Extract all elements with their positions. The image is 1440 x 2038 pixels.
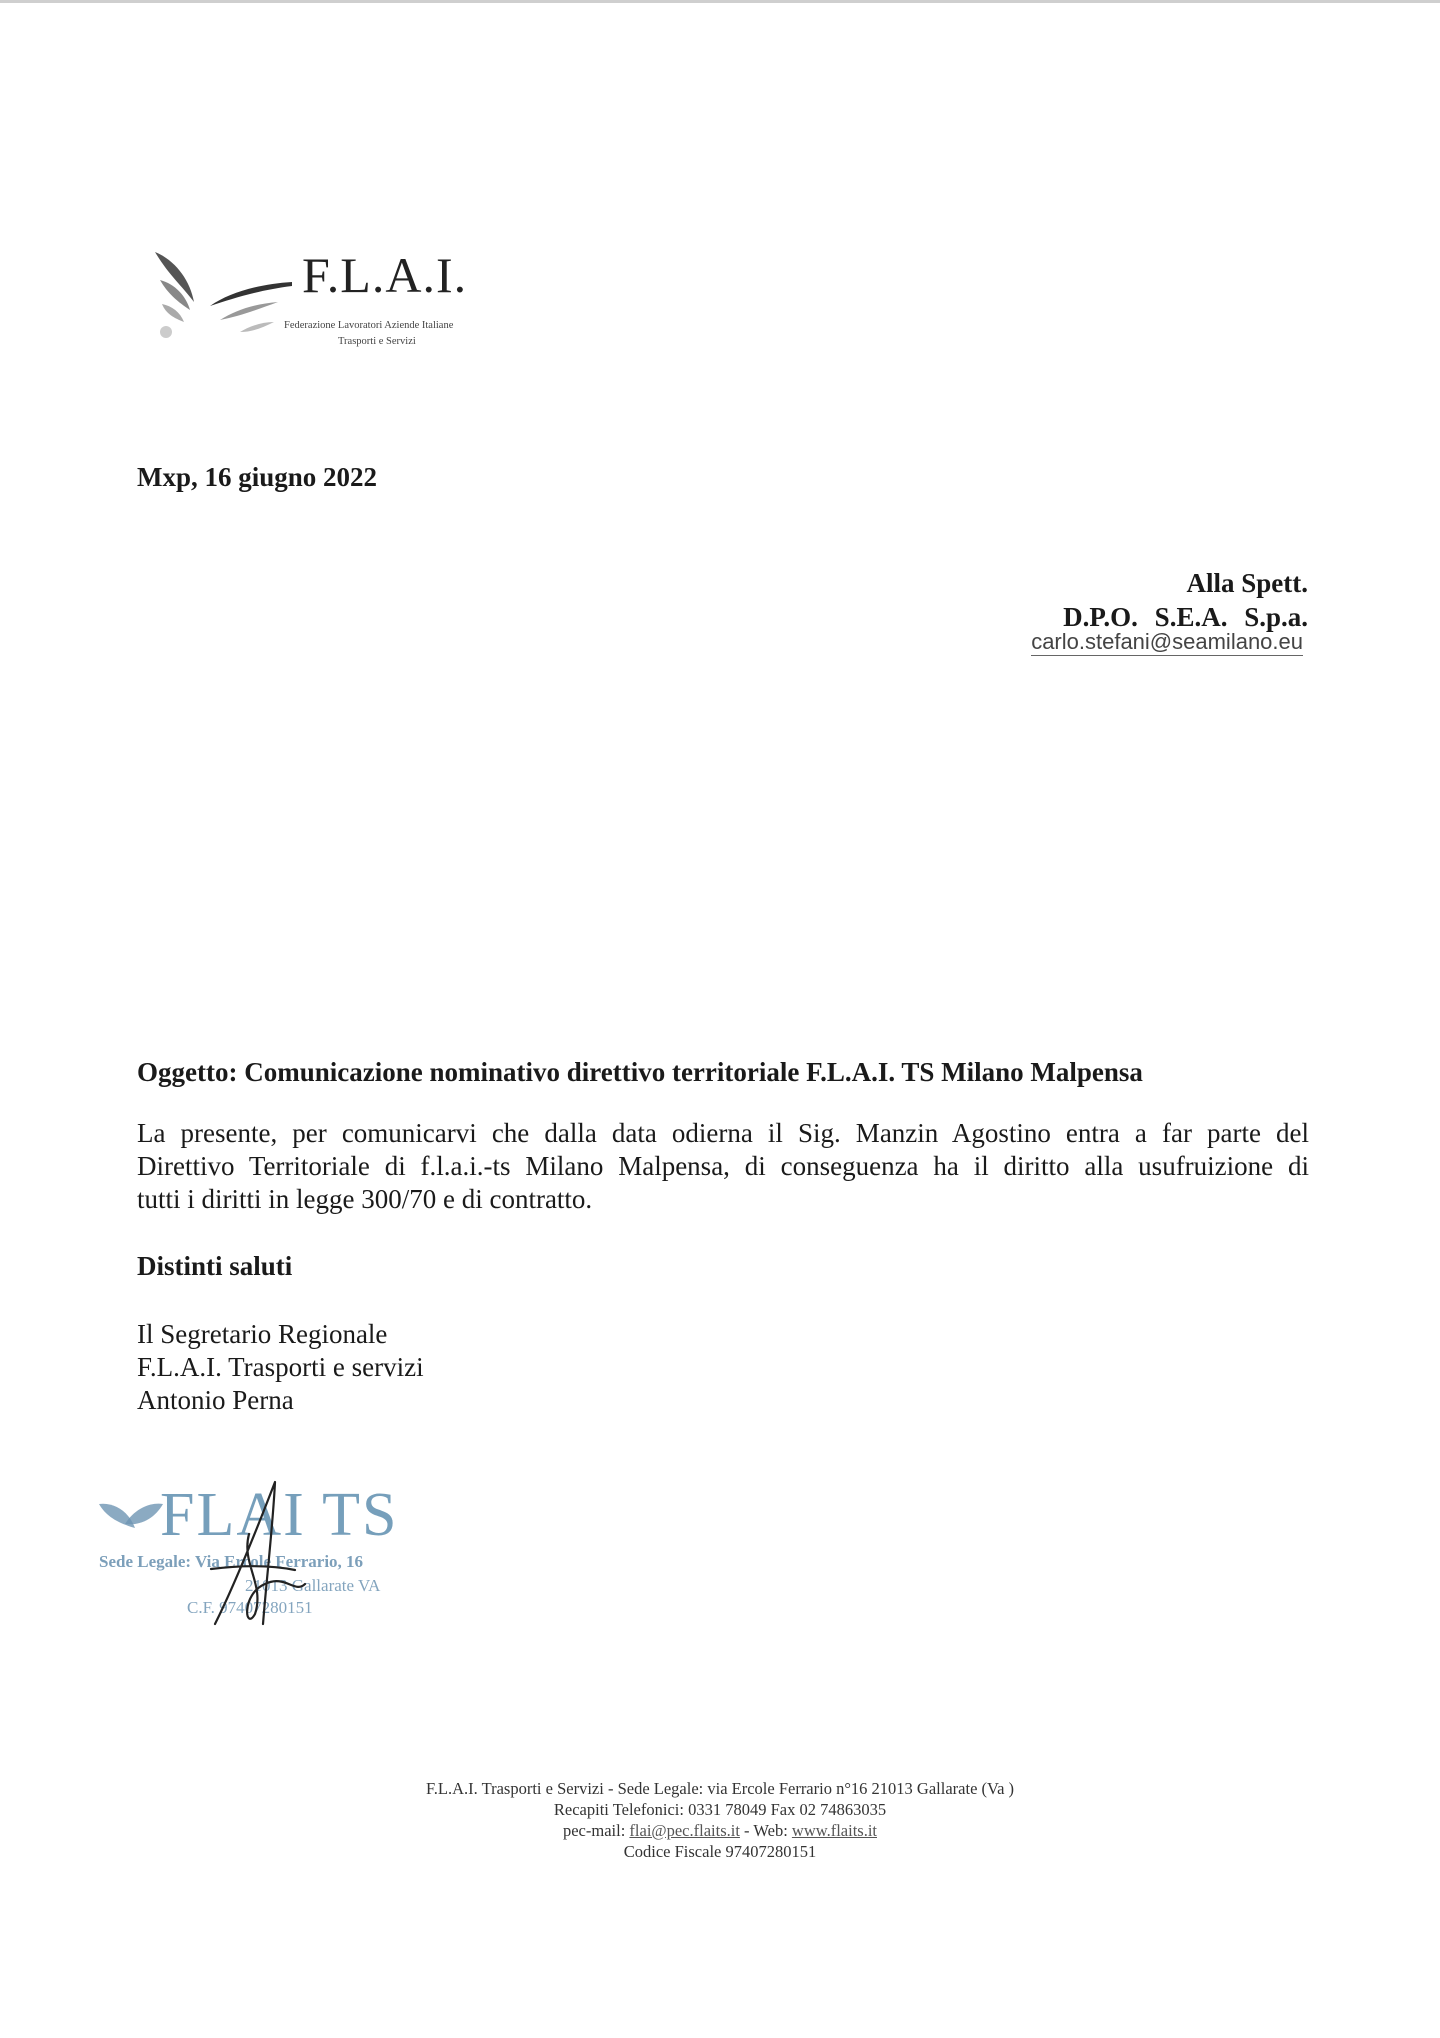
footer-pec-link[interactable]: flai@pec.flaits.it [629, 1821, 740, 1840]
handwritten-signature [145, 1474, 315, 1644]
recipient-email[interactable]: carlo.stefani@seamilano.eu [1031, 629, 1303, 654]
footer-fiscal-code: Codice Fiscale 97407280151 [623, 1842, 817, 1861]
logo-title: F.L.A.I. [302, 247, 468, 303]
organization-stamp [95, 1480, 435, 1650]
letter-footer [0, 1778, 1440, 1862]
footer-contacts [0, 1820, 1440, 1841]
signer-organization: F.L.A.I. Trasporti e servizi [137, 1352, 424, 1382]
logo-subtitle: Federazione Lavoratori Aziende Italiane [284, 320, 454, 331]
letter-subject: Oggetto: Comunicazione nominativo direttivo territoriale F.L.A.I. TS Milano Malpensa [137, 1057, 1143, 1087]
letter-body [137, 1117, 1309, 1216]
stamp-city: 21013 Gallarate VA [245, 1576, 381, 1595]
logo-subtitle-2: Trasporti e Servizi [338, 336, 416, 347]
body-line: La presente, per comunicarvi che dalla data odierna il Sig. Manzin Agostino entra a far parte del [137, 1118, 1309, 1148]
flai-logo [150, 240, 490, 360]
body-line: tutti i diritti in legge 300/70 e di contratto. [137, 1184, 593, 1214]
signer-name: Antonio Perna [137, 1385, 294, 1415]
flai-wings-icon [150, 240, 300, 350]
recipient-name: D.P.O. S.E.A. S.p.a. [1063, 602, 1308, 632]
footer-web-link[interactable]: www.flaits.it [791, 1821, 877, 1840]
footer-pec-label: pec-mail: [562, 1821, 630, 1840]
page-top-border [0, 0, 1440, 3]
recipient-block [1063, 566, 1308, 634]
signer-role: Il Segretario Regionale [137, 1319, 388, 1349]
body-line: Direttivo Territoriale di f.l.a.i.-ts Milano Malpensa, di conseguenza ha il diritto alla usufruizione di [137, 1151, 1309, 1181]
closing-greeting: Distinti saluti [137, 1251, 293, 1281]
footer-web-label: - Web: [739, 1821, 792, 1840]
footer-address: F.L.A.I. Trasporti e Servizi - Sede Legale: via Ercole Ferrario n°16 21013 Gallarate (Va ) [425, 1779, 1015, 1798]
stamp-title: FLAI TS [160, 1481, 399, 1549]
recipient-salutation: Alla Spett. [1186, 568, 1308, 598]
footer-phone: Recapiti Telefonici: 0331 78049 Fax 02 74863035 [553, 1800, 887, 1819]
stamp-fiscal-code: C.F. 97407280151 [187, 1598, 313, 1617]
stamp-address: Sede Legale: Via Ercole Ferrario, 16 [99, 1552, 364, 1571]
signature-block [137, 1318, 424, 1417]
letter-date: Mxp, 16 giugno 2022 [137, 462, 378, 492]
